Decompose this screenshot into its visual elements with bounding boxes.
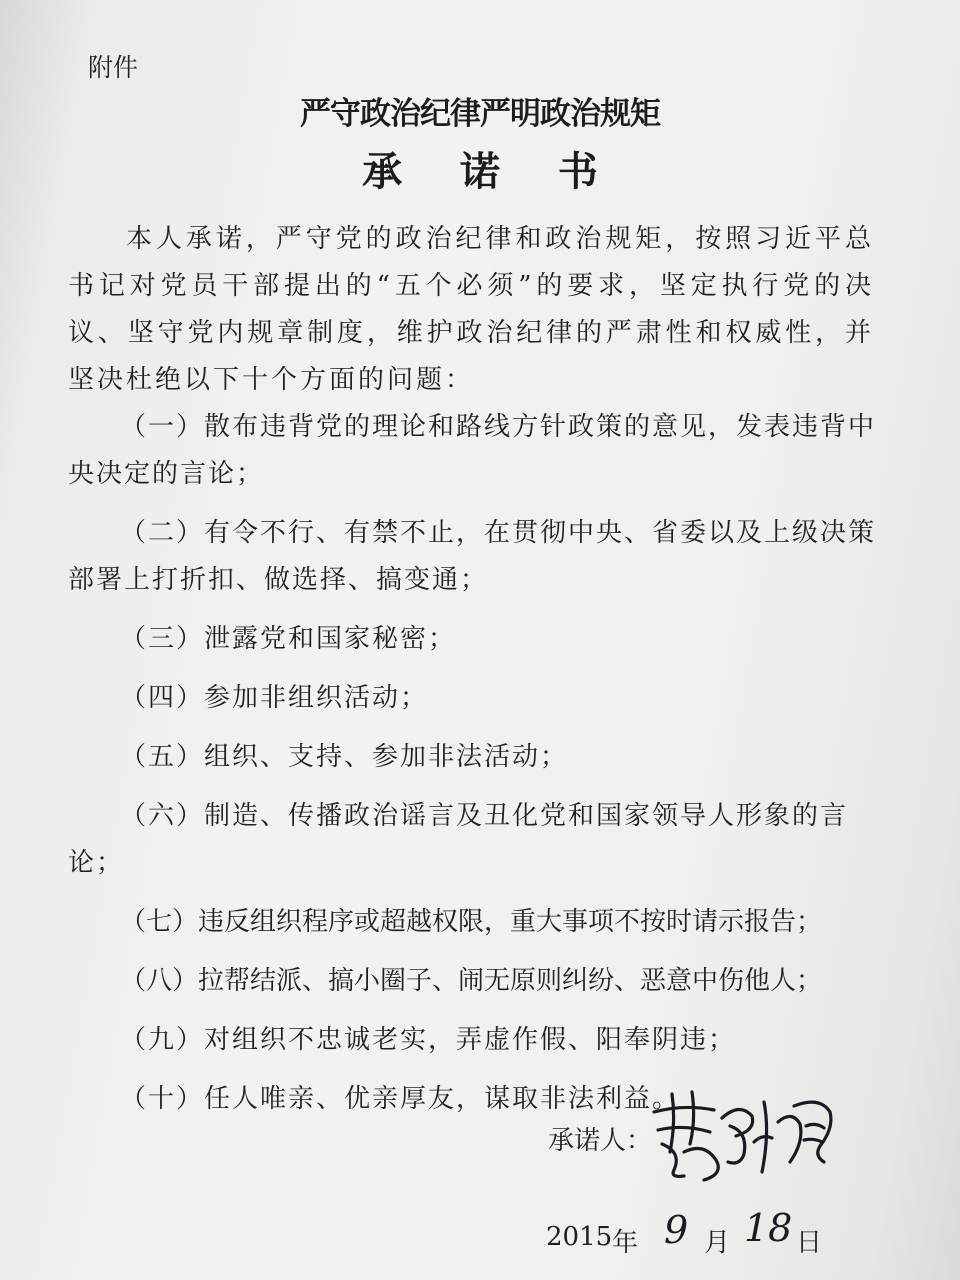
- commitment-item-4: （四）参加非组织活动；: [120, 683, 429, 713]
- commitment-item-3: （三）泄露党和国家秘密；: [120, 624, 457, 654]
- date-day-unit: 日: [796, 1228, 823, 1258]
- commitment-item-5: （五）组织、支持、参加非法活动；: [120, 742, 569, 772]
- commitment-item-1: （一）散布违背党的理论和路线方针政策的意见，发表违背中央决定的言论；: [68, 412, 877, 489]
- commitment-item-9: （九）对组织不忠诚老实，弄虚作假、阳奉阴违；: [120, 1025, 737, 1055]
- date-line: [546, 1206, 836, 1262]
- intro-paragraph: 本人承诺，严守党的政治纪律和政治规矩，按照习近平总书记对党员干部提出的“五个必须”的要求，坚定执行党的决议、坚守党内规章制度，维护政治纪律的严肃性和权威性，并坚决杜绝以下十个方面的问题：: [68, 224, 874, 395]
- handwritten-signature-icon: [644, 1082, 844, 1187]
- signature-label: 承诺人：: [548, 1126, 653, 1156]
- commitment-item-10: （十）任人唯亲、优亲厚友，谋取非法利益。: [120, 1084, 681, 1114]
- signature-block: [548, 1082, 848, 1192]
- date-year-unit: 年: [612, 1228, 639, 1258]
- commitment-item-2: （二）有令不行、有禁不止，在贯彻中央、省委以及上级决策部署上打折扣、做选择、搞变通；: [68, 518, 877, 595]
- commitment-item-6: （六）制造、传播政治谣言及丑化党和国家领导人形象的言论；: [68, 801, 849, 878]
- commitment-list: [68, 404, 878, 1135]
- commitment-item-7: （七）违反组织程序或超越权限，重大事项不按时请示报告；: [120, 907, 823, 937]
- date-year: 2015: [546, 1222, 613, 1252]
- date-day: 18: [744, 1206, 793, 1250]
- commitment-item-8: （八）拉帮结派、搞小圈子、闹无原则纠纷、恶意中伤他人；: [120, 966, 823, 996]
- date-month-unit: 月: [704, 1228, 731, 1258]
- date-month: 9: [664, 1208, 689, 1252]
- document-heading: 承 诺 书: [362, 149, 620, 195]
- attachment-label: 附件: [88, 53, 139, 82]
- document-title: 严守政治纪律严明政治规矩: [300, 96, 660, 132]
